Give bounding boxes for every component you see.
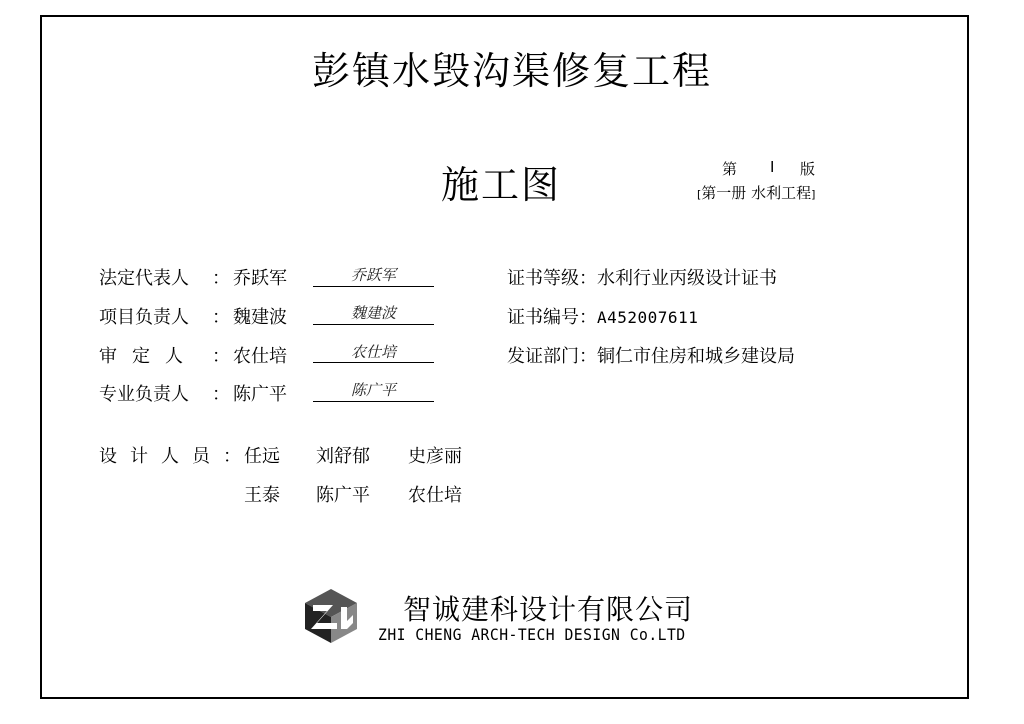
name-discipline-leader: 陈广平 (233, 384, 287, 405)
role-colon: ： (212, 307, 230, 328)
name-legal-representative: 乔跃军 (233, 268, 287, 289)
role-project-leader: 项目负责人 (99, 307, 189, 328)
name-approver: 农仕培 (233, 346, 287, 367)
role-colon: ： (212, 384, 230, 405)
volume-close-bracket: ] (811, 188, 816, 201)
designer-name: 刘舒郁 (316, 446, 370, 467)
certificate-number (507, 303, 698, 329)
signature-project-leader: 魏建波 (350, 304, 396, 322)
edition-number: I (770, 158, 775, 176)
certificate-issuer-label: 发证部门： (507, 346, 597, 367)
signature-approver: 农仕培 (350, 343, 396, 361)
volume-label (697, 182, 815, 203)
certificate-number-label: 证书编号： (507, 307, 597, 328)
role-colon: ： (212, 346, 230, 367)
signature-line (313, 401, 434, 402)
role-colon: ： (212, 268, 230, 289)
certificate-grade-value: 水利行业丙级设计证书 (597, 268, 777, 289)
signature-legal-representative: 乔跃军 (350, 266, 396, 284)
designers-label: 设计人员： (99, 446, 254, 467)
signature-line (313, 286, 434, 287)
name-project-leader: 魏建波 (233, 307, 287, 328)
volume-open-bracket: [ (697, 188, 702, 201)
role-discipline-leader: 专业负责人 (99, 384, 189, 405)
designer-name: 任远 (244, 446, 280, 467)
signature-line (313, 362, 434, 363)
certificate-grade (507, 264, 777, 290)
certificate-issuer (507, 342, 795, 368)
role-approver: 审定人 (99, 346, 198, 367)
role-legal-representative: 法定代表人 (99, 268, 189, 289)
volume-text: 第一册 水利工程 (701, 184, 812, 202)
certificate-number-value: A452007611 (597, 308, 699, 327)
company-logo-icon (303, 587, 359, 645)
designer-name: 陈广平 (316, 485, 370, 506)
edition-prefix: 第 (722, 160, 738, 178)
designer-name: 王泰 (244, 485, 280, 506)
company-name-cn: 智诚建科设计有限公司 (403, 593, 694, 626)
drawing-type-title: 施工图 (441, 163, 562, 207)
signature-discipline-leader: 陈广平 (350, 381, 396, 399)
designer-name: 农仕培 (408, 485, 462, 506)
company-name-en: ZHI CHENG ARCH-TECH DESIGN Co.LTD (378, 625, 686, 644)
certificate-grade-label: 证书等级： (507, 268, 597, 289)
edition-suffix: 版 (800, 160, 816, 178)
project-title: 彭镇水毁沟渠修复工程 (311, 49, 712, 93)
signature-line (313, 324, 434, 325)
certificate-issuer-value: 铜仁市住房和城乡建设局 (597, 346, 795, 367)
designer-name: 史彦丽 (408, 446, 462, 467)
